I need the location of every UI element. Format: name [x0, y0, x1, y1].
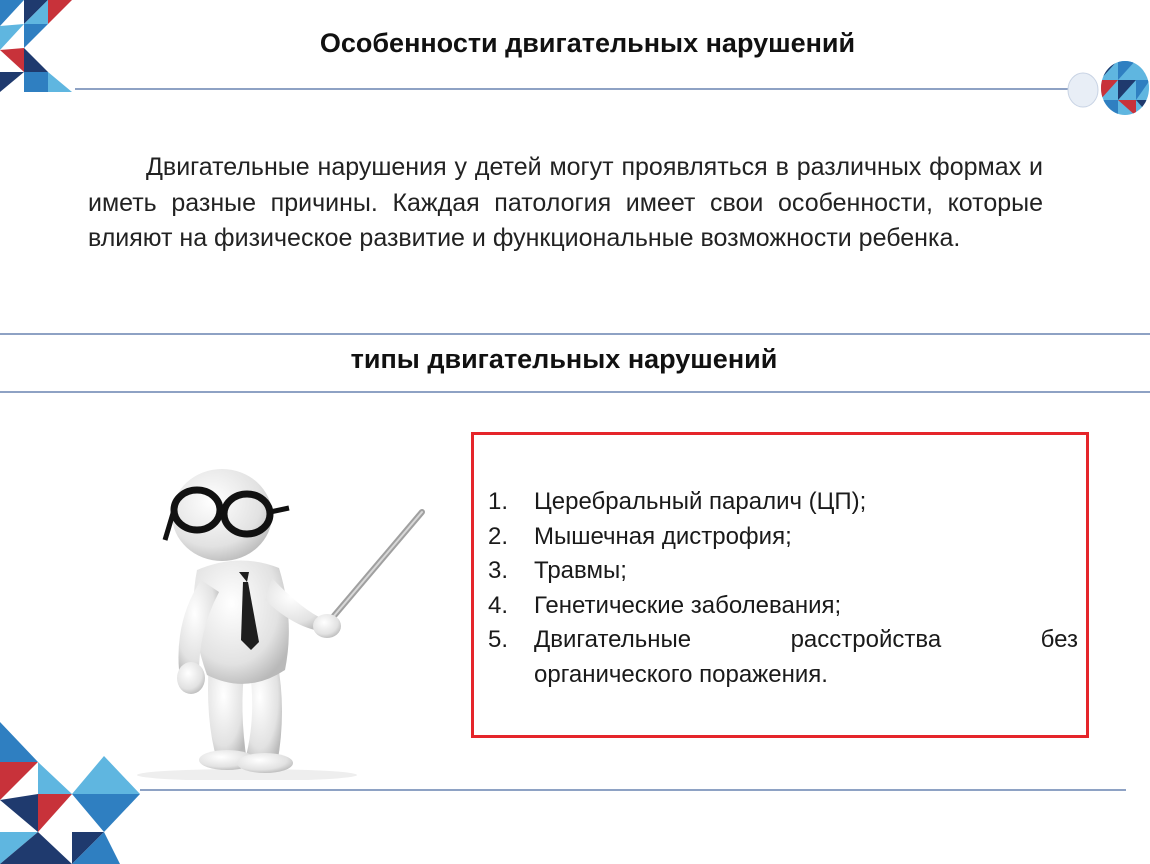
corner-decoration-icon [0, 722, 145, 864]
header-divider [75, 88, 1080, 90]
list-item-text: Мышечная дистрофия; [534, 522, 792, 550]
list-item-number: 4. [488, 591, 509, 619]
list-item-word: без [1040, 626, 1078, 653]
list-item-text [534, 623, 1078, 692]
list-item-word: Двигательные [534, 626, 692, 653]
list-item-word: расстройства [790, 626, 942, 653]
motor-disorder-types-box [471, 432, 1089, 738]
list-item-number: 5. [488, 626, 509, 653]
list-item [488, 485, 1078, 520]
list-item-number: 3. [488, 557, 509, 584]
badge-logo-icon [1100, 60, 1150, 116]
intro-paragraph: Двигательные нарушения у детей могут проявляться в различных формах и иметь разные причины. Каждая патология имеет свои особенности, которые влияют на физическое развитие и функциональные возможности ребенка. [88, 153, 1043, 252]
list-item [488, 554, 1078, 589]
list-item-number: 2. [488, 522, 509, 550]
list-item-text: Церебральный паралич (ЦП); [534, 488, 867, 515]
section-title: типы двигательных нарушений [350, 344, 778, 374]
list-item-number: 1. [488, 488, 509, 515]
section-top-divider [0, 333, 1150, 335]
slider-knob-icon [1066, 72, 1100, 108]
list-item [488, 623, 1078, 692]
list-item-text: Травмы; [534, 557, 627, 584]
teacher-with-pointer-icon [127, 460, 445, 780]
list-item [488, 520, 1078, 555]
list-item [488, 589, 1078, 624]
list-item-text: Генетические заболевания; [534, 591, 842, 619]
list-item-text-line2: органического поражения. [534, 660, 828, 688]
footer-divider [140, 789, 1126, 791]
page-title: Особенности двигательных нарушений [319, 28, 856, 58]
section-bottom-divider [0, 391, 1150, 393]
motor-disorder-types-list [488, 485, 1078, 692]
